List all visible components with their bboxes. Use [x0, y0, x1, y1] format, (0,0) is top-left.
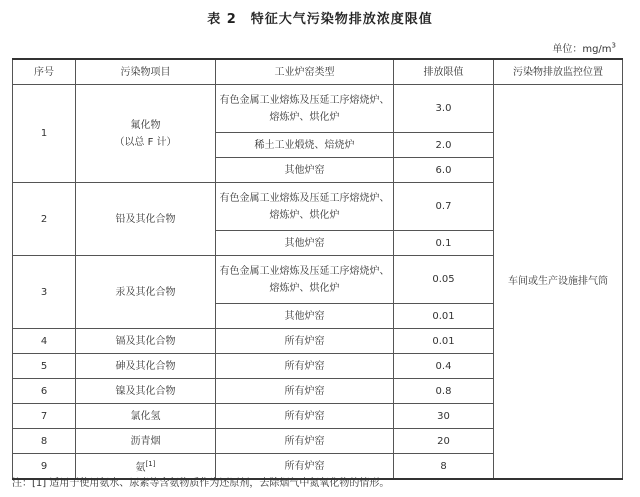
limit-value: 20	[394, 429, 494, 454]
pollutant-name: 砷及其化合物	[76, 354, 216, 379]
furnace-type: 所有炉窑	[216, 429, 394, 454]
row-no: 1	[13, 85, 76, 183]
table-title: 表 2 特征大气污染物排放浓度限值	[207, 12, 433, 27]
pollutant-name: 氟化物	[130, 119, 161, 131]
header-furnace-type: 工业炉窑类型	[216, 59, 394, 85]
footnote-ref: [1]	[145, 459, 156, 468]
row-no: 3	[13, 256, 76, 329]
header-no: 序号	[13, 59, 76, 85]
pollutant-note: （以总 F 计）	[114, 136, 177, 148]
pollutant-name: 沥青烟	[76, 429, 216, 454]
unit-label	[552, 40, 616, 55]
row-no: 4	[13, 329, 76, 354]
furnace-type: 有色金属工业熔炼及压延工序熔烧炉、熔炼炉、烘化炉	[216, 183, 394, 231]
limit-value: 0.4	[394, 354, 494, 379]
pollutant-name: 铅及其化合物	[76, 183, 216, 256]
limit-value: 30	[394, 404, 494, 429]
row-no: 5	[13, 354, 76, 379]
row-no: 9	[13, 454, 76, 480]
limit-value: 0.01	[394, 329, 494, 354]
furnace-type: 其他炉窑	[216, 158, 394, 183]
limit-value: 6.0	[394, 158, 494, 183]
unit-text: 单位：mg/m	[552, 44, 612, 55]
unit-superscript: 3	[611, 41, 616, 50]
row-no: 8	[13, 429, 76, 454]
limit-value: 2.0	[394, 133, 494, 158]
furnace-type: 其他炉窑	[216, 304, 394, 329]
limit-value: 0.1	[394, 231, 494, 256]
limit-value: 0.05	[394, 256, 494, 304]
furnace-type: 所有炉窑	[216, 379, 394, 404]
furnace-type: 所有炉窑	[216, 404, 394, 429]
row-no: 2	[13, 183, 76, 256]
table-row	[13, 85, 623, 133]
pollutant-name: 氨	[135, 462, 146, 474]
row-no: 7	[13, 404, 76, 429]
furnace-type: 稀土工业煅烧、焙烧炉	[216, 133, 394, 158]
furnace-type: 所有炉窑	[216, 454, 394, 480]
limit-value: 3.0	[394, 85, 494, 133]
furnace-type: 有色金属工业熔炼及压延工序熔烧炉、熔炼炉、烘化炉	[216, 85, 394, 133]
limit-value: 8	[394, 454, 494, 480]
furnace-type: 有色金属工业熔炼及压延工序熔烧炉、熔炼炉、烘化炉	[216, 256, 394, 304]
pollutant-name: 汞及其化合物	[76, 256, 216, 329]
limit-value: 0.01	[394, 304, 494, 329]
pollutant-name: 镍及其化合物	[76, 379, 216, 404]
furnace-type: 所有炉窑	[216, 329, 394, 354]
pollutant-name: 镉及其化合物	[76, 329, 216, 354]
pollutant-cell	[76, 85, 216, 183]
table-header-row	[13, 59, 623, 85]
pollutant-name: 氯化氢	[76, 404, 216, 429]
furnace-type: 其他炉窑	[216, 231, 394, 256]
row-no: 6	[13, 379, 76, 404]
monitoring-location: 车间或生产设施排气筒	[494, 85, 623, 480]
limit-value: 0.7	[394, 183, 494, 231]
furnace-type: 所有炉窑	[216, 354, 394, 379]
header-monitoring-location: 污染物排放监控位置	[494, 59, 623, 85]
limit-value: 0.8	[394, 379, 494, 404]
emission-limits-table	[12, 58, 623, 480]
table-footnote: 注：[1] 适用于使用氨水、尿素等含氨物质作为还原剂，去除烟气中氮氧化物的情形。	[12, 478, 390, 489]
header-limit: 排放限值	[394, 59, 494, 85]
header-pollutant: 污染物项目	[76, 59, 216, 85]
